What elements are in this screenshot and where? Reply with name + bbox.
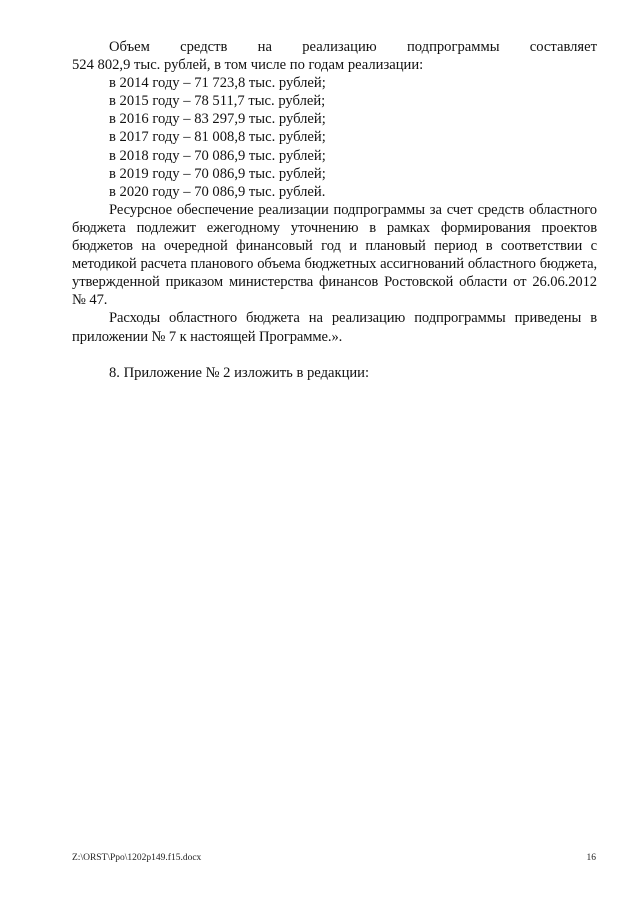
intro-word: реализацию bbox=[302, 39, 377, 55]
intro-word: подпрограммы bbox=[406, 39, 500, 55]
paragraph-gap bbox=[72, 346, 597, 364]
document-body bbox=[72, 38, 597, 382]
year-line: в 2016 году – 83 297,9 тыс. рублей; bbox=[109, 111, 326, 128]
intro-continuation: 524 802,9 тыс. рублей, в том числе по годам реализации: bbox=[72, 57, 424, 74]
year-line: в 2017 году – 81 008,8 тыс. рублей; bbox=[109, 129, 326, 146]
year-line: в 2020 году – 70 086,9 тыс. рублей. bbox=[109, 183, 326, 200]
footer-file-path: Z:\ORST\Ppo\1202p149.f15.docx bbox=[72, 853, 202, 863]
intro-word: составляет bbox=[529, 39, 597, 55]
year-line: в 2019 году – 70 086,9 тыс. рублей; bbox=[109, 165, 326, 182]
year-line: в 2014 году – 71 723,8 тыс. рублей; bbox=[109, 75, 326, 92]
year-line: в 2015 году – 78 511,7 тыс. рублей; bbox=[109, 93, 326, 110]
intro-word: Объем bbox=[109, 39, 150, 55]
footer-page-number: 16 bbox=[586, 853, 596, 863]
resource-paragraph: Ресурсное обеспечение реализации подпрограммы за счет средств областного бюджета подлежит ежегодному уточнению в рамках формирования проектов бюджетов на очередной финансовый год и плановый период в соответствии с методикой расчета планового объема бюджетных ассигнований областного бюджета, утвержденной приказом министерства финансов Ростовской области от 26.06.2012 № 47. bbox=[72, 201, 597, 309]
year-line: в 2018 году – 70 086,9 тыс. рублей; bbox=[109, 147, 326, 164]
intro-word: на bbox=[257, 39, 272, 55]
item-8-heading: 8. Приложение № 2 изложить в редакции: bbox=[109, 364, 370, 381]
intro-word: средств bbox=[180, 39, 228, 55]
expenses-paragraph: Расходы областного бюджета на реализацию подпрограммы приведены в приложении № 7 к настоящей Программе.». bbox=[72, 310, 597, 345]
intro-first-line bbox=[72, 38, 597, 56]
